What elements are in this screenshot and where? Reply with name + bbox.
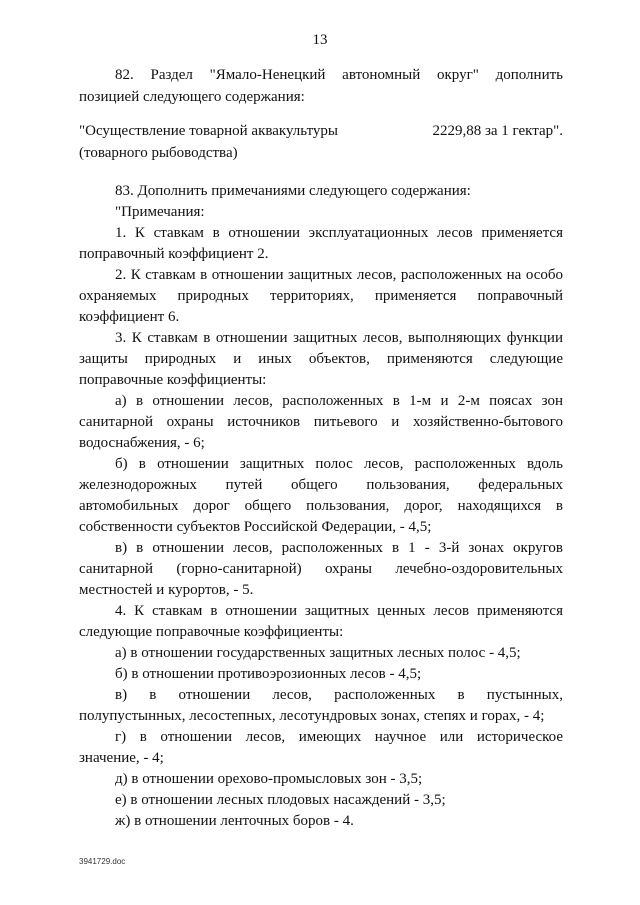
note-3-line-3: поправочные коэффициенты:: [79, 372, 267, 388]
note-2-line-1: 2. К ставкам в отношении защитных лесов, расположенных на особо: [115, 267, 563, 283]
note-3-line-2: защиты природных и иных объектов, применяются следующие: [79, 351, 563, 367]
position-name-line-2: (товарного рыбоводства): [79, 145, 238, 161]
note-4-a: а) в отношении государственных защитных лесных полос - 4,5;: [115, 645, 521, 661]
note-1-line-2: поправочный коэффициент 2.: [79, 246, 269, 262]
note-3-v-line-1: в) в отношении лесов, расположенных в 1 - 3-й зонах округов: [115, 540, 563, 556]
page-number: 13: [312, 32, 328, 48]
note-4-d: д) в отношении орехово-промысловых зон - 3,5;: [115, 771, 423, 787]
note-3-a-line-2: санитарной охраны источников питьевого и хозяйственно-бытового: [79, 414, 563, 430]
notes-heading: "Примечания:: [115, 204, 205, 220]
note-2-line-3: коэффициент 6.: [79, 309, 180, 325]
note-1-line-1: 1. К ставкам в отношении эксплуатационных лесов применяется: [115, 225, 563, 241]
note-3-a-line-1: а) в отношении лесов, расположенных в 1-м и 2-м поясах зон: [115, 393, 563, 409]
note-4-g-line-2: значение, - 4;: [79, 750, 164, 766]
note-3-v-line-3: местностей и курортов, - 5.: [79, 582, 254, 598]
file-name-footer: 3941729.doc: [79, 857, 126, 866]
item-82-line-1: 82. Раздел "Ямало-Ненецкий автономный округ" дополнить: [115, 67, 563, 83]
note-4-v-line-1: в) в отношении лесов, расположенных в пустынных,: [115, 687, 563, 703]
note-4-g-line-1: г) в отношении лесов, имеющих научное или историческое: [115, 729, 563, 745]
note-3-b-line-2: железнодорожных путей общего пользования, федеральных: [79, 477, 563, 493]
note-3-line-1: 3. К ставкам в отношении защитных лесов, выполняющих функции: [115, 330, 563, 346]
note-3-b-line-1: б) в отношении защитных полос лесов, расположенных вдоль: [115, 456, 563, 472]
note-4-line-1: 4. К ставкам в отношении защитных ценных лесов применяются: [115, 603, 563, 619]
note-4-b: б) в отношении противоэрозионных лесов - 4,5;: [115, 666, 422, 682]
note-3-a-line-3: водоснабжения, - 6;: [79, 435, 205, 451]
note-3-b-line-4: собственности субъектов Российской Федерации, - 4,5;: [79, 519, 432, 535]
note-3-v-line-2: санитарной (горно-санитарной) охраны лечебно-оздоровительных: [79, 561, 563, 577]
note-3-b-line-3: автомобильных дорог общего пользования, дорог, находящихся в: [79, 498, 563, 514]
note-4-e: е) в отношении лесных плодовых насаждений - 3,5;: [115, 792, 446, 808]
position-name-line-1: "Осуществление товарной аквакультуры: [79, 123, 338, 139]
note-4-line-2: следующие поправочные коэффициенты:: [79, 624, 344, 640]
note-4-zh: ж) в отношении ленточных боров - 4.: [115, 813, 354, 829]
note-2-line-2: охраняемых природных территориях, применяется поправочный: [79, 288, 563, 304]
item-82-line-2: позицией следующего содержания:: [79, 89, 305, 105]
item-83-intro: 83. Дополнить примечаниями следующего содержания:: [115, 183, 471, 199]
position-rate: 2229,88 за 1 гектар".: [432, 123, 563, 139]
note-4-v-line-2: полупустынных, лесостепных, лесотундровых зонах, степях и горах, - 4;: [79, 708, 545, 724]
